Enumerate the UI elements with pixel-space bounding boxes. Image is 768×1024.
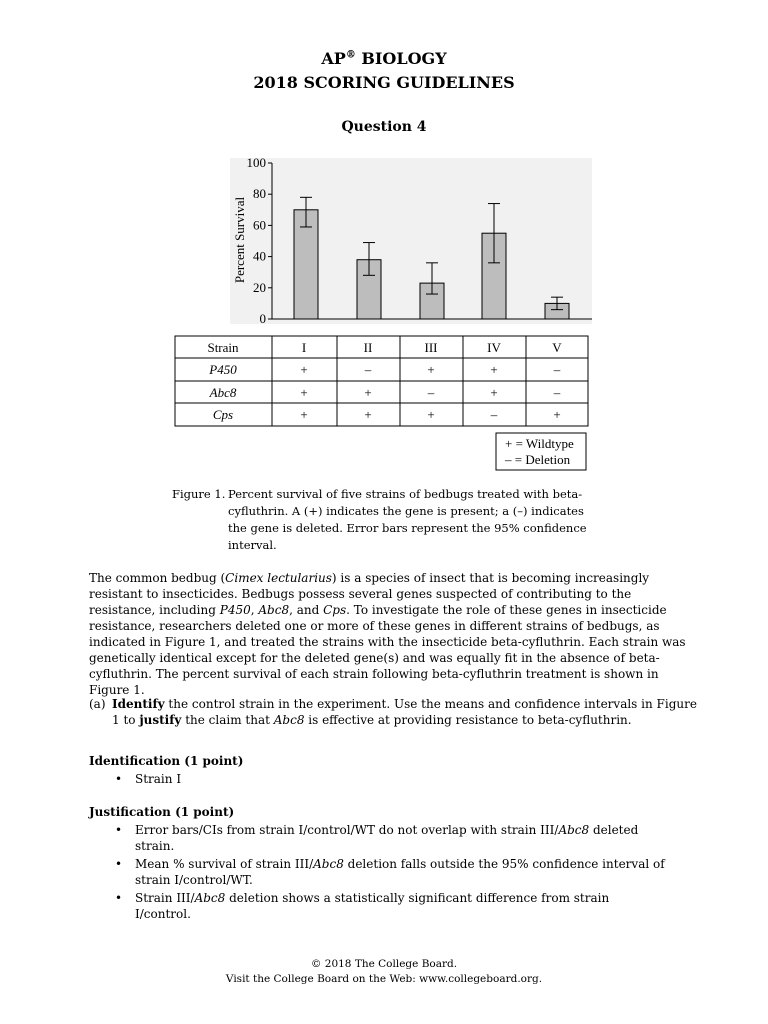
table-cell: – [553, 385, 561, 400]
identification-heading: Identification (1 point) [89, 754, 244, 768]
figure-caption [172, 486, 602, 554]
identification-list [107, 771, 667, 789]
gene-name-cell: Cps [212, 407, 234, 422]
y-axis-label: Percent Survival [232, 196, 247, 284]
page-title: AP® BIOLOGY [321, 49, 447, 68]
y-tick-label: 40 [253, 248, 266, 264]
table-cell: + [490, 385, 498, 400]
table-cell: + [364, 407, 372, 422]
y-tick-label: 20 [253, 279, 266, 295]
table-cell: + [427, 362, 435, 377]
table-cell: – [427, 385, 435, 400]
table-header-cell: V [552, 340, 562, 355]
table-cell: + [300, 407, 308, 422]
intro-paragraph: The common bedbug (Cimex lectularius) is a species of insect that is becoming increasingly resistant to insecticides. Bedbugs possess several genes suspected of contributing to the resistance, including P450, Abc8, and Cps. To investigate the role of these genes in insecticide resistance, researchers deleted one or more of these genes in different strains of bedbugs, as indicated in Figure 1, and treated the strains with the insecticide beta-cyfluthrin. Each strain was genetically identical except for the deleted gene(s) and was equally fit in the absence of beta-cyfluthrin. The percent survival of each strain following beta-cyfluthrin treatment is shown in Figure 1. [89, 571, 686, 697]
table-cell: + [490, 362, 498, 377]
page-subtitle: 2018 SCORING GUIDELINES [253, 73, 515, 92]
table-cell: + [300, 362, 308, 377]
justification-list [107, 822, 667, 924]
table-cell: – [490, 407, 498, 422]
caption-text: Percent survival of five strains of bedbugs treated with beta-cyfluthrin. A (+) indicates the gene is present; a (–) indicates the gene is deleted. Error bars represent the 95% confidence interval. [228, 487, 587, 552]
y-tick-label: 0 [259, 311, 266, 326]
justification-heading: Justification (1 point) [89, 805, 235, 819]
list-item: • Error bars/CIs from strain I/control/WT do not overlap with strain III/Abc8 deleted strain. [107, 822, 667, 854]
table-cell: + [300, 385, 308, 400]
table-cell: + [427, 407, 435, 422]
list-item: • Strain I [107, 771, 667, 787]
table-cell: – [364, 362, 372, 377]
legend-wildtype: + = Wildtype [505, 436, 574, 451]
legend-deletion: – = Deletion [505, 452, 571, 467]
question-a: (a) Identify the control strain in the experiment. Use the means and confidence intervals in Figure 1 to justify the claim that Abc8 is effective at providing resistance to beta-cyfluthrin. [89, 697, 697, 727]
gene-name-cell: P450 [209, 362, 237, 377]
y-tick-label: 60 [253, 217, 266, 233]
table-cell: – [553, 362, 561, 377]
table-header-cell: IV [487, 340, 501, 355]
figure-1 [0, 0, 768, 480]
list-item: • Mean % survival of strain III/Abc8 deletion falls outside the 95% confidence interval of strain I/control/WT. [107, 856, 667, 888]
caption-label: Figure 1. [172, 487, 226, 501]
table-header-cell: III [424, 340, 438, 355]
question-a-label: (a) [89, 697, 106, 711]
table-header-cell: Strain [207, 340, 239, 355]
table-header-cell: II [363, 340, 373, 355]
y-tick-label: 80 [253, 186, 266, 202]
table-header-cell: I [301, 340, 307, 355]
plot-background [230, 158, 592, 324]
footer-copyright: © 2018 The College Board. [310, 958, 458, 970]
footer [0, 957, 768, 987]
table-cell: + [553, 407, 561, 422]
gene-name-cell: Abc8 [209, 385, 237, 400]
list-item: • Strain III/Abc8 deletion shows a statistically significant difference from strain I/control. [107, 890, 667, 922]
footer-link: Visit the College Board on the Web: www.collegeboard.org. [225, 973, 543, 985]
y-tick-label: 100 [246, 155, 266, 170]
table-cell: + [364, 385, 372, 400]
question-title: Question 4 [341, 119, 427, 135]
